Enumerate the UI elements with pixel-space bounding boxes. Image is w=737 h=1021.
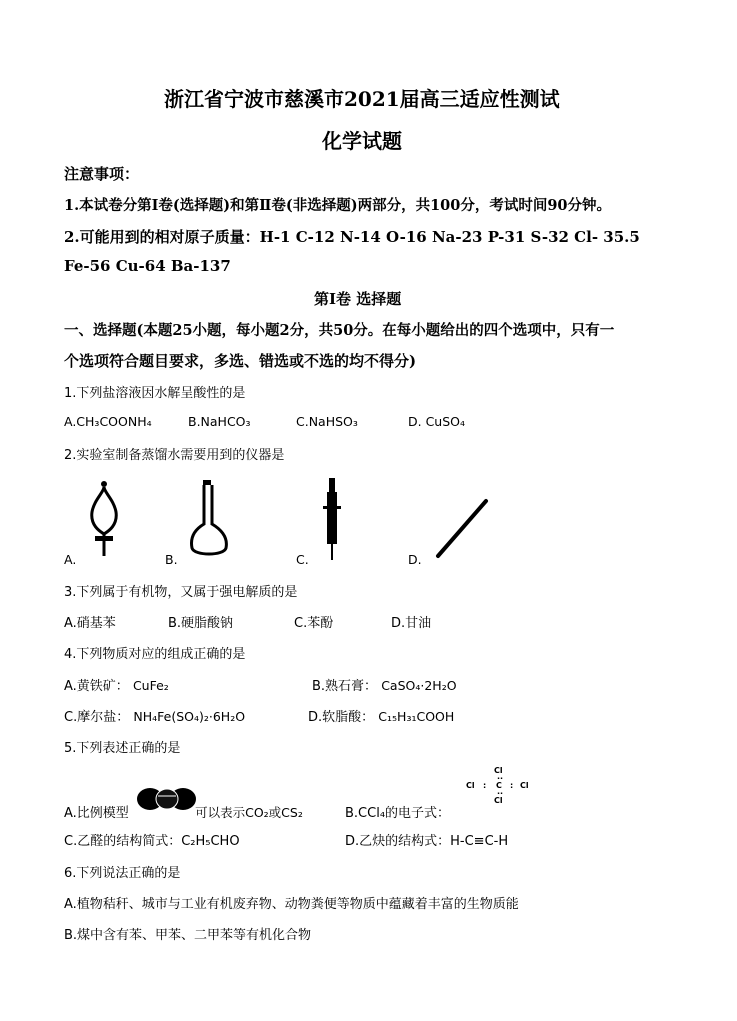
question-2-stem: 2.实验室制备蒸馏水需要用到的仪器是 bbox=[64, 448, 285, 463]
ccl4-electron-formula bbox=[466, 766, 536, 810]
separatory-funnel-icon bbox=[84, 478, 124, 558]
question-3-option-a: A.硝基苯 bbox=[64, 616, 116, 631]
question-4-option-d-formula: C₁₅H₃₁COOH bbox=[378, 709, 455, 724]
notice-line-1: 1.本试卷分第Ⅰ卷(选择题)和第Ⅱ卷(非选择题)两部分，共100分，考试时间90分钟。 bbox=[64, 197, 612, 214]
question-4-option-d bbox=[308, 706, 454, 725]
electron-dots-bottom: ·· bbox=[497, 789, 504, 798]
volumetric-flask-icon bbox=[186, 480, 232, 560]
question-4-option-d-label: D.软脂酸： bbox=[308, 710, 375, 725]
question-4-option-c bbox=[64, 706, 245, 725]
question-4-option-c-formula: NH₄Fe(SO₄)₂·6H₂O bbox=[133, 709, 246, 724]
question-6-stem: 6.下列说法正确的是 bbox=[64, 866, 181, 881]
question-1-option-d: D. CuSO₄ bbox=[408, 414, 466, 429]
glass-rod-icon bbox=[434, 498, 490, 560]
question-2-option-d: D. bbox=[408, 552, 422, 567]
exam-subtitle: 化学试题 bbox=[322, 129, 402, 153]
question-5-option-b: B.CCl₄的电子式： bbox=[345, 806, 451, 821]
electron-atom-top: Cl bbox=[494, 766, 503, 775]
notice-heading: 注意事项： bbox=[64, 165, 140, 183]
question-6-option-b: B.煤中含有苯、甲苯、二甲苯等有机化合物 bbox=[64, 928, 312, 943]
question-4-stem: 4.下列物质对应的组成正确的是 bbox=[64, 647, 246, 662]
electron-dots-right: : bbox=[510, 781, 515, 790]
question-1-option-a: A.CH₃COONH₄ bbox=[64, 414, 152, 429]
question-1-stem: 1.下列盐溶液因水解呈酸性的是 bbox=[64, 386, 246, 401]
question-4-option-b bbox=[312, 675, 457, 694]
electron-dots-top: ·· bbox=[497, 774, 504, 783]
question-4-option-c-label: C.摩尔盐： bbox=[64, 710, 130, 725]
electron-atom-bottom: Cl bbox=[494, 796, 503, 805]
question-2-option-a: A. bbox=[64, 552, 77, 567]
question-6-option-a: A.植物秸秆、城市与工业有机废弃物、动物粪便等物质中蕴藏着丰富的生物质能 bbox=[64, 897, 519, 912]
question-5-option-a-suffix: 可以表示CO₂或CS₂ bbox=[195, 805, 303, 820]
notice-line-2b: Fe-56 Cu-64 Ba-137 bbox=[64, 257, 231, 275]
question-5-option-c: C.乙醛的结构简式：C₂H₅CHO bbox=[64, 834, 240, 849]
question-1-option-b: B.NaHCO₃ bbox=[188, 414, 251, 429]
exam-title: 浙江省宁波市慈溪市2021届高三适应性测试 bbox=[164, 87, 560, 111]
burette-icon bbox=[318, 478, 348, 562]
question-4-option-a bbox=[64, 675, 169, 694]
section-heading-line-1: 一、选择题(本题25小题，每小题2分，共50分。在每小题给出的四个选项中，只有一 bbox=[64, 322, 615, 339]
question-2-option-c: C. bbox=[296, 552, 309, 567]
question-5-stem: 5.下列表述正确的是 bbox=[64, 741, 181, 756]
question-4-option-a-formula: CuFe₂ bbox=[132, 678, 169, 693]
question-1-option-c: C.NaHSO₃ bbox=[296, 414, 358, 429]
question-3-option-d: D.甘油 bbox=[391, 616, 432, 631]
question-4-option-a-label: A.黄铁矿： bbox=[64, 679, 129, 694]
question-4-option-b-label: B.熟石膏： bbox=[312, 679, 378, 694]
question-2-option-b: B. bbox=[165, 552, 178, 567]
question-3-option-c: C.苯酚 bbox=[294, 616, 334, 631]
question-3-stem: 3.下列属于有机物，又属于强电解质的是 bbox=[64, 585, 298, 600]
question-3-option-b: B.硬脂酸钠 bbox=[168, 616, 234, 631]
notice-line-2: 2.可能用到的相对原子质量：H-1 C-12 N-14 O-16 Na-23 P-31 S-32 Cl- 35.5 bbox=[64, 228, 640, 246]
electron-atom-right: Cl bbox=[520, 781, 529, 790]
section-heading-line-2: 个选项符合题目要求，多选、错选或不选的均不得分) bbox=[64, 352, 417, 370]
question-5-option-d: D.乙炔的结构式：H-C≡C-H bbox=[345, 834, 509, 849]
space-filling-model-icon bbox=[136, 786, 198, 812]
question-5-option-a-prefix: A.比例模型 bbox=[64, 806, 129, 821]
electron-dots-left: : bbox=[483, 781, 488, 790]
electron-atom-center: C bbox=[496, 781, 502, 790]
part-title: 第Ⅰ卷 选择题 bbox=[314, 290, 402, 308]
question-4-option-b-formula: CaSO₄·2H₂O bbox=[381, 678, 457, 693]
electron-atom-left: Cl bbox=[466, 781, 475, 790]
